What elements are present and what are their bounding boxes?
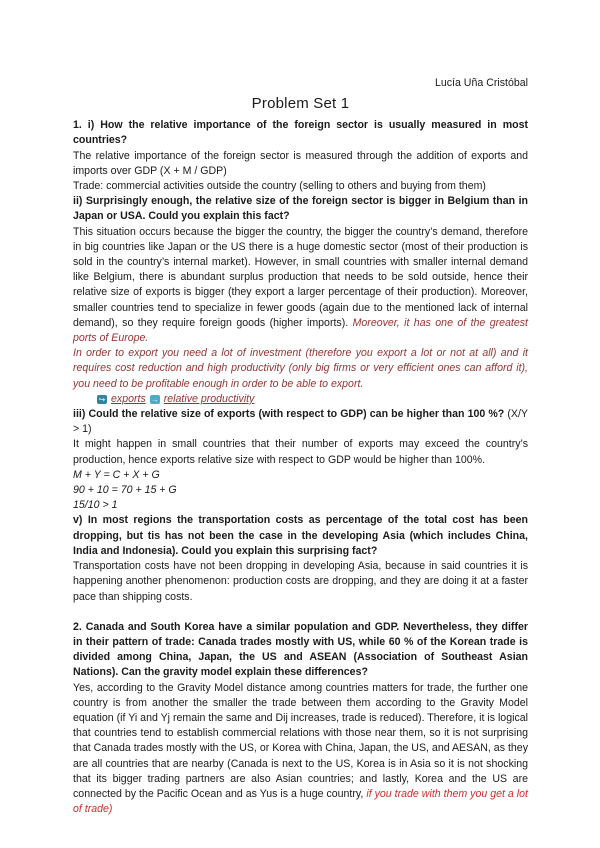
- question-1iii-text: iii) Could the relative size of exports (with respect to GDP) can be higher than 100 %?: [73, 408, 508, 421]
- answer-1ii-red-paragraph: In order to export you need a lot of investment (therefore you export a lot or not at all) and it requires cost reduction and high productivity (only big firms or very efficient ones can afford it), you need to be profitable enough in order to be able to export.: [73, 347, 528, 390]
- answer-1iii: It might happen in small countries that their number of exports may exceed the country’s production, hence exports relative size with respect to GDP would be higher than 100%.: [73, 438, 528, 466]
- answer-1i: The relative importance of the foreign sector is measured through the addition of exports and imports over GDP (X + M / GDP): [73, 149, 528, 177]
- answer-2-main-text: Yes, according to the Gravity Model distance among countries matters for trade, the further one country is from another the smaller the trade between them according to the Gravity Model equation (if Yi and Yj remain the same and Dij increases, trade is reduced). Therefore, it is logical that countries tend to establish commercial relations with those near them, so it is not surprising that Canada trades mostly with the US, or Korea with China, Japan, the US, and AESAN, as they are all countries that are nearby (Canada is next to the US, Korea is in Asia so it is not shocking that its bigger trading partners are also Asian countries; and lastly, Korea and the US are connected by the Pacific Ocean and as Yus is a huge country,: [73, 681, 528, 800]
- answer-1ii-main-text: This situation occurs because the bigger the country, the bigger the country’s demand, therefore in big countries like Japan or the US there is a huge domestic sector (most of their production is sold in the country’s internal market). However, in small countries with smaller internal demand like Belgium, there is abundant surplus production that needs to be sold outside, hence their relative size of exports is bigger (they export a larger percentage of their production). Moreover, smaller countries tend to specialize in fewer goods (again due to the mentioned lack of internal demand), so they require foreign goods (higher imports).: [73, 225, 528, 329]
- equation-numeric: 90 + 10 = 70 + 15 + G: [73, 484, 177, 497]
- flow-label-exports: exports: [111, 392, 146, 405]
- exports-productivity-flow: [73, 392, 528, 407]
- answer-1ii: [73, 225, 528, 347]
- question-1v: v) In most regions the transportation costs as percentage of the total cost has been dropping, but tis has not been the case in the developing Asia (which includes China, India and Indonesia). Could you explain this surprising fact?: [73, 514, 528, 557]
- answer-1i-trade-note: Trade: commercial activities outside the country (selling to others and buying from them): [73, 180, 486, 193]
- page-title: Problem Set 1: [251, 95, 350, 113]
- question-1iii-formula: (X/Y > 1): [73, 408, 528, 436]
- question-1i: 1. i) How the relative importance of the foreign sector is usually measured in most countries?: [73, 119, 528, 147]
- equation-ratio: 15/10 > 1: [73, 499, 118, 512]
- answer-2-red-note: if you trade with them you get a lot of trade): [73, 787, 528, 816]
- question-1ii: ii) Surprisingly enough, the relative size of the foreign sector is bigger in Belgium than in Japan or USA. Could you explain this fact?: [73, 195, 528, 223]
- author-name: Lucía Uña Cristóbal: [434, 77, 528, 89]
- right-arrow-icon: →: [151, 394, 159, 404]
- question-2: 2. Canada and South Korea have a similar population and GDP. Nevertheless, they differ in their pattern of trade: Canada trades mostly with US, while 60 % of the Korean trade is divided among China, Japan, the US and ASEAN (Association of Southeast Asian Nations). Can the gravity model explain these differences?: [73, 620, 528, 679]
- curved-arrow-icon: ↪: [98, 394, 106, 404]
- equation-identity: M + Y = C + X + G: [73, 468, 160, 481]
- question-1iii: [73, 407, 528, 437]
- flow-label-relative-productivity: relative productivity: [163, 392, 255, 405]
- answer-2: [73, 681, 528, 818]
- answer-1ii-red-note: Moreover, it has one of the greatest ports of Europe.: [73, 316, 529, 345]
- answer-1v: Transportation costs have not been dropping in developing Asia, because in said countries it is happening another phenomenon: production costs are dropping, and they are doing it at a faster pace than shipping costs.: [73, 560, 528, 603]
